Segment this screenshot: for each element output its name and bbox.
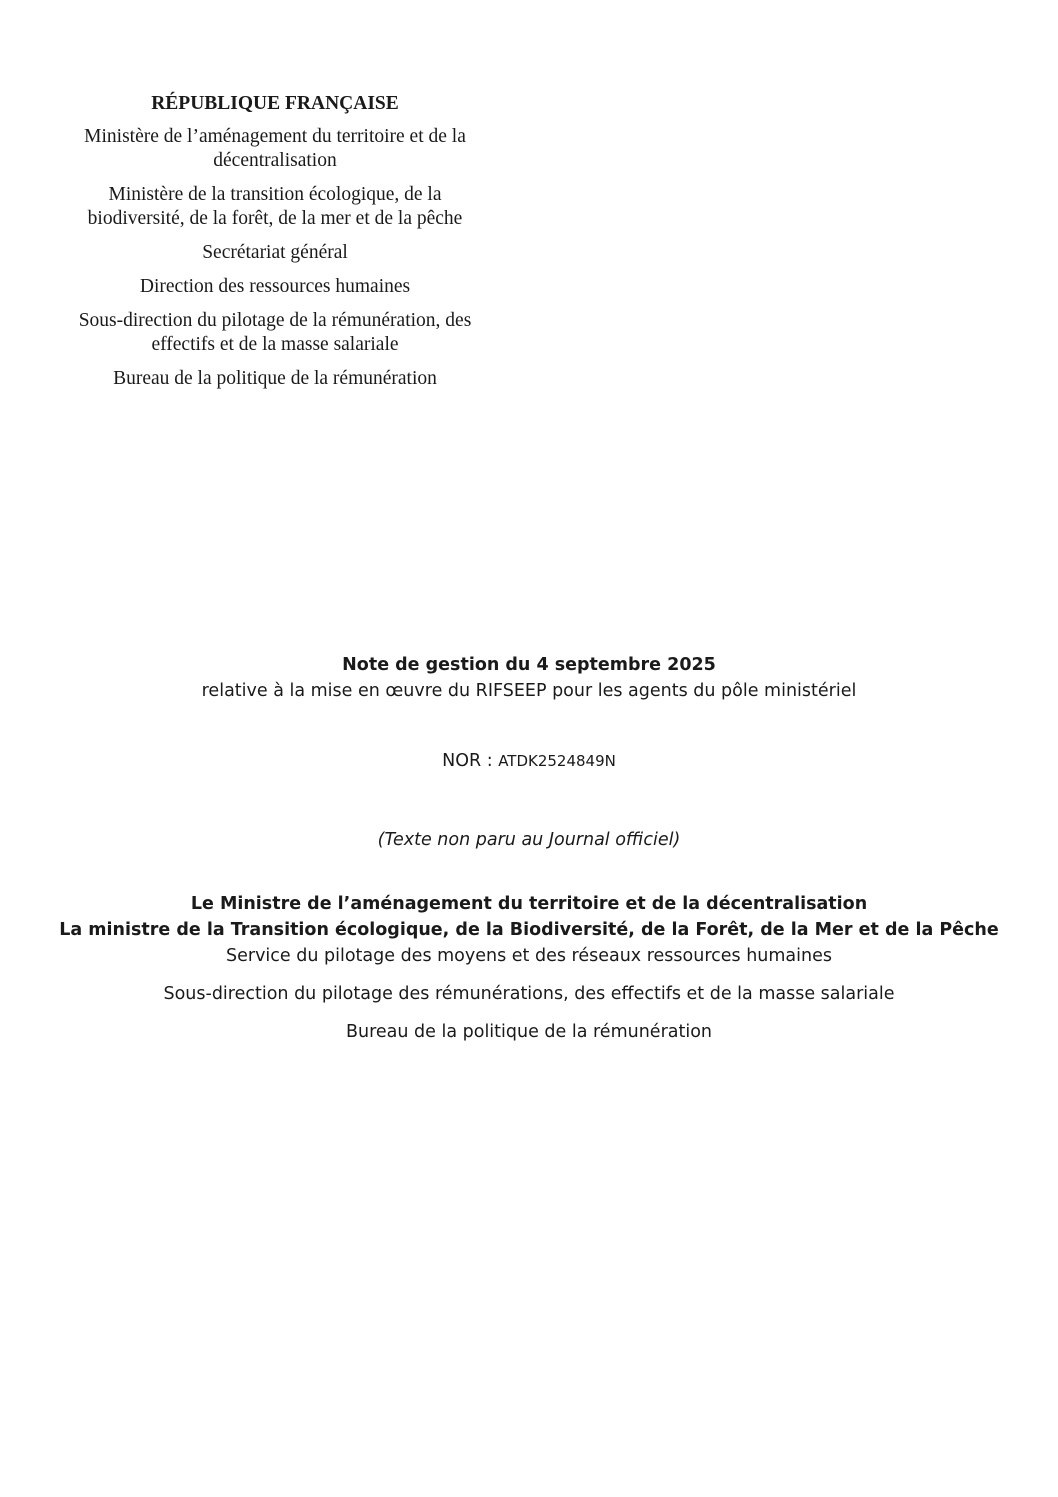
hr-direction: Direction des ressources humaines [139,276,411,297]
nor-code: ATDK2524849N [498,752,616,770]
note-subtitle: relative à la mise en œuvre du RIFSEEP pour les agents du pôle ministériel [201,681,857,701]
nor-reference [0,748,1058,774]
minister-ecology: La ministre de la Transition écologique, de la Biodiversité, de la Forêt, de la Mer et de la Pêche [59,920,999,940]
issuing-authority-header [75,92,475,401]
publication-notice: (Texte non paru au Journal officiel) [377,830,681,850]
pay-policy-office-recipient: Bureau de la politique de la rémunération [345,1022,713,1042]
general-secretariat: Secrétariat général [202,242,348,263]
ministry-territory: Ministère de l’aménagement du territoire et de la décentralisation [84,126,466,171]
hr-network-service: Service du pilotage des moyens et des réseaux ressources humaines [226,946,832,966]
ministry-ecology: Ministère de la transition écologique, de la biodiversité, de la forêt, de la mer et de la pêche [87,184,463,229]
pay-subdirection: Sous-direction du pilotage de la rémunération, des effectifs et de la masse salariale [78,310,472,355]
country-name: RÉPUBLIQUE FRANÇAISE [151,93,399,114]
signatories [0,891,1058,1045]
nor-label: NOR : [442,751,499,771]
pay-subdirection-recipient: Sous-direction du pilotage des rémunérations, des effectifs et de la masse salariale [163,984,895,1004]
pay-policy-office: Bureau de la politique de la rémunération [113,368,437,389]
minister-territory: Le Ministre de l’aménagement du territoire et de la décentralisation [190,894,868,914]
note-body [0,652,1058,1057]
note-title: Note de gestion du 4 septembre 2025 [342,655,716,675]
